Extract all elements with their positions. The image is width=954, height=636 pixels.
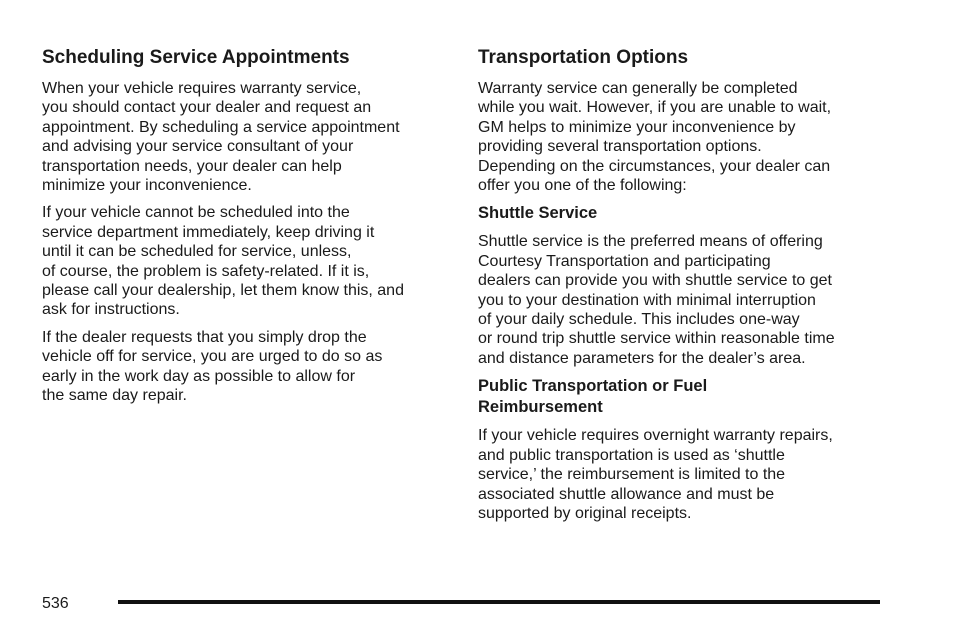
- right-column: [478, 47, 888, 531]
- page-number: 536: [42, 595, 69, 612]
- text-line: transportation needs, your dealer can help: [42, 157, 342, 175]
- paragraph-public-transportation: [478, 426, 888, 523]
- text-line: you to your destination with minimal interruption: [478, 291, 816, 309]
- text-line: while you wait. However, if you are unable to wait,: [478, 99, 832, 117]
- text-line: of your daily schedule. This includes one-way: [478, 311, 800, 329]
- section-heading-transportation: Transportation Options: [478, 47, 689, 68]
- text-line: vehicle off for service, you are urged to do so as: [42, 348, 383, 366]
- paragraph-scheduling-3: [42, 328, 452, 406]
- text-line: If the dealer requests that you simply drop the: [42, 328, 367, 346]
- text-line: the same day repair.: [42, 387, 187, 405]
- text-line: and public transportation is used as ‘shuttle: [478, 446, 785, 464]
- text-line: until it can be scheduled for service, unless,: [42, 243, 352, 261]
- text-line: Courtesy Transportation and participating: [478, 252, 771, 270]
- text-line: service department immediately, keep driving it: [42, 223, 375, 241]
- text-line: offer you one of the following:: [478, 177, 687, 195]
- text-line: supported by original receipts.: [478, 504, 692, 522]
- text-line: appointment. By scheduling a service appointment: [42, 118, 400, 136]
- text-line: If your vehicle requires overnight warranty repairs,: [478, 427, 833, 445]
- subheading-shuttle-service: Shuttle Service: [478, 204, 598, 223]
- section-heading-scheduling: Scheduling Service Appointments: [42, 47, 350, 68]
- text-line: When your vehicle requires warranty service,: [42, 80, 362, 97]
- text-line: or round trip shuttle service within reasonable time: [478, 330, 835, 348]
- heading-line: Public Transportation or Fuel: [478, 377, 708, 396]
- left-column: [42, 47, 452, 414]
- paragraph-scheduling-1: [42, 79, 452, 195]
- text-line: please call your dealership, let them know this, and: [42, 282, 404, 300]
- text-line: Shuttle service is the preferred means of offering: [478, 233, 823, 251]
- footer-divider: [118, 600, 880, 604]
- paragraph-shuttle-service: [478, 232, 888, 368]
- text-line: Warranty service can generally be completed: [478, 80, 798, 97]
- text-line: and distance parameters for the dealer’s area.: [478, 349, 806, 367]
- subheading-public-transportation: [478, 376, 888, 418]
- text-line: and advising your service consultant of your: [42, 138, 354, 156]
- text-line: service,’ the reimbursement is limited to the: [478, 466, 786, 484]
- text-line: early in the work day as possible to allow for: [42, 367, 356, 385]
- paragraph-transportation-intro: [478, 79, 888, 195]
- text-line: GM helps to minimize your inconvenience by: [478, 118, 796, 136]
- text-line: dealers can provide you with shuttle service to get: [478, 272, 832, 290]
- paragraph-scheduling-2: [42, 203, 452, 319]
- text-line: Depending on the circumstances, your dealer can: [478, 157, 831, 175]
- text-line: associated shuttle allowance and must be: [478, 485, 775, 503]
- text-line: minimize your inconvenience.: [42, 177, 252, 195]
- text-line: ask for instructions.: [42, 301, 180, 319]
- text-line: providing several transportation options.: [478, 138, 762, 156]
- text-line: If your vehicle cannot be scheduled into the: [42, 204, 350, 222]
- text-line: of course, the problem is safety-related. If it is,: [42, 262, 370, 280]
- text-line: you should contact your dealer and request an: [42, 99, 372, 117]
- heading-line: Reimbursement: [478, 398, 603, 417]
